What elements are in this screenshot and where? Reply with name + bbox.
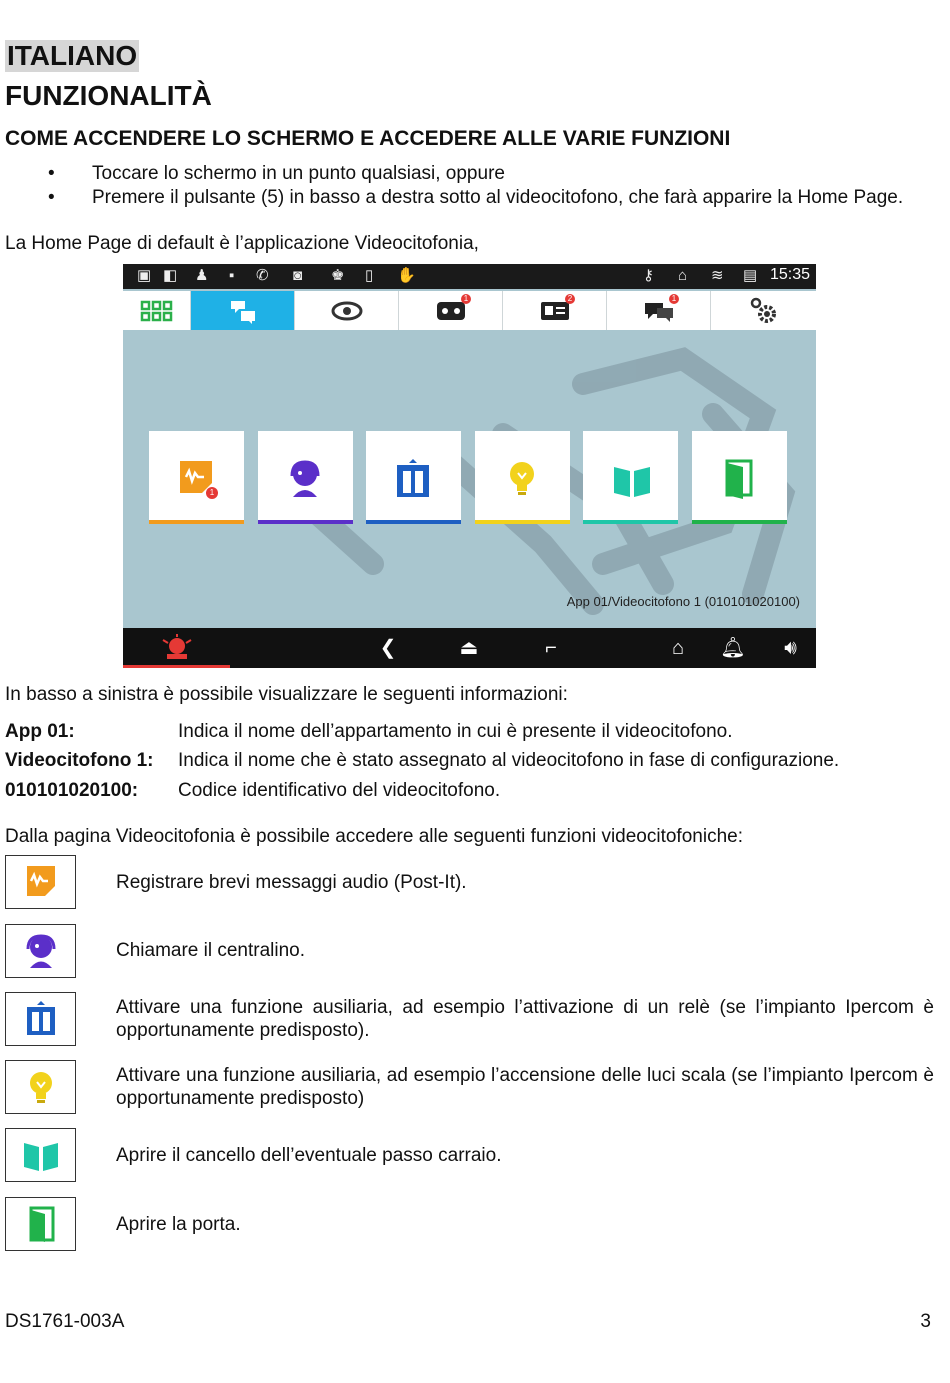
door-icon: ▯ [365,267,374,284]
volume-icon: 🔊︎ [784,637,797,659]
tile-light[interactable] [475,431,570,524]
back-button[interactable] [368,628,408,668]
function-icon-box [5,924,76,978]
function-icon-box [5,1060,76,1114]
home-button[interactable] [449,628,489,668]
tab-messages[interactable] [607,291,711,330]
eye-icon [331,301,363,321]
voicemail-icon [436,300,466,322]
bulb-icon [25,1069,57,1105]
function-icon-box [5,1197,76,1251]
tile-door[interactable] [692,431,787,524]
intercom-call-icon [228,298,258,324]
page-number: 3 [920,1311,931,1332]
wifi-icon: ≋ [711,267,724,284]
tile-accent-bar [258,520,353,524]
tab-apps[interactable] [123,291,191,330]
elevator-icon [25,1001,57,1037]
house-icon: ⌂ [671,637,685,659]
device-screenshot [123,264,816,668]
language-heading: ITALIANO [7,40,138,71]
bullet-list [48,162,903,210]
hand-icon: ✋ [397,267,416,284]
bullet-item: • Toccare lo schermo in un punto qualsiasi, oppure [48,162,903,186]
tab-contacts[interactable] [503,291,607,330]
info-value: Codice identificativo del videocitofono. [178,780,501,801]
bell-button[interactable] [713,628,753,668]
tab-settings[interactable] [711,291,816,330]
tile-accent-bar [692,520,787,524]
page-title: FUNZIONALITÀ [5,80,212,111]
tile-accent-bar [475,520,570,524]
function-description: Aprire il cancello dell’eventuale passo carraio. [116,1145,502,1166]
tile-switchboard[interactable] [258,431,353,524]
tab-bar [123,291,816,330]
device-caption: App 01/Videocitofono 1 (010101020100) [566,594,800,609]
function-description: Chiamare il centralino. [116,940,306,961]
switchboard-icon [25,933,57,969]
document-code: DS1761-003A [5,1311,125,1332]
tab-camera[interactable] [295,291,399,330]
status-bar [123,264,816,289]
function-icon-box [5,1128,76,1182]
bell-icon: 🔔︎ [720,637,746,659]
function-icon-box [5,855,76,909]
info-intro: In basso a sinistra è possibile visualizzare le seguenti informazioni: [5,684,568,705]
intercom-icon: ♚ [331,267,345,284]
info-key: App 01: [5,721,75,742]
lock-icon: ▪ [229,267,235,284]
info-value: Indica il nome dell’appartamento in cui è presente il videocitofono. [178,721,733,742]
recent-apps-button[interactable] [531,628,571,668]
missed-call-icon: ✆ [256,267,269,284]
info-value: Indica il nome che è stato assegnato al videocitofono in fase di configurazione. [178,750,840,771]
clock: 15:35 [769,266,810,283]
home-icon: ⏏ [459,637,479,659]
recent-icon: ⌐ [545,637,557,659]
elevator-icon [395,459,431,499]
intro-text: La Home Page di default è l’applicazione Videocitofonia, [5,233,479,254]
volume-button[interactable] [768,628,813,668]
function-description: Registrare brevi messaggi audio (Post-It). [116,872,467,893]
notification-badge: 1 [206,487,218,499]
function-icon-box [5,992,76,1046]
functions-intro: Dalla pagina Videocitofonia è possibile accedere alle seguenti funzioni videocitofoniche: [5,826,743,847]
sd-card-icon: ▣ [137,267,152,284]
alarm-button[interactable] [123,628,230,668]
function-description: Attivare una funzione ausiliaria, ad esempio l’attivazione di un relè (se l’impianto Ipercom è opportunamente predisposto). [116,997,934,1041]
tile-accent-bar [149,520,244,524]
tile-accent-bar [366,520,461,524]
gate-icon [612,459,652,499]
info-key: 010101020100: [5,780,139,801]
home-icon: ⌂ [678,267,688,284]
tab-voicemail[interactable] [399,291,503,330]
grid-icon [140,300,174,322]
function-description: Attivare una funzione ausiliaria, ad esempio l’accensione delle luci scala (se l’impianto Ipercom è opportunamente predisposto) [116,1065,934,1109]
function-description: Aprire la porta. [116,1214,241,1235]
user-key-icon: ♟ [195,267,209,284]
section-heading: COME ACCENDERE LO SCHERMO E ACCEDERE ALLE VARIE FUNZIONI [5,127,731,150]
bullet-item: • Premere il pulsante (5) in basso a destra sotto al videocitofono, che farà apparire la Home Page. [48,186,903,210]
alarm-icon [161,634,193,662]
notification-badge: 2 [565,294,575,304]
door-icon [25,1206,57,1242]
gate-icon [23,1137,59,1173]
notification-badge: 1 [461,294,471,304]
house-button[interactable] [658,628,698,668]
notification-badge: 1 [669,294,679,304]
door-icon [721,459,757,499]
tile-accent-bar [583,520,678,524]
back-icon: ❮ [379,637,397,659]
tile-elevator[interactable] [366,431,461,524]
tab-intercom[interactable] [191,291,295,330]
chat-icon: ◧ [163,267,178,284]
navigation-bar [123,628,816,668]
switchboard-icon [287,459,323,499]
settings-icon [749,295,779,325]
bulb-icon [504,459,540,499]
info-key: Videocitofono 1: [5,750,154,771]
voicemail-icon: ◙ [293,267,303,284]
post-it-icon [25,864,57,898]
network-icon: ▤ [743,267,758,284]
key-icon: ⚷ [643,267,654,284]
tile-gate[interactable] [583,431,678,524]
contact-card-icon [540,300,570,322]
tile-post-it[interactable] [149,431,244,524]
